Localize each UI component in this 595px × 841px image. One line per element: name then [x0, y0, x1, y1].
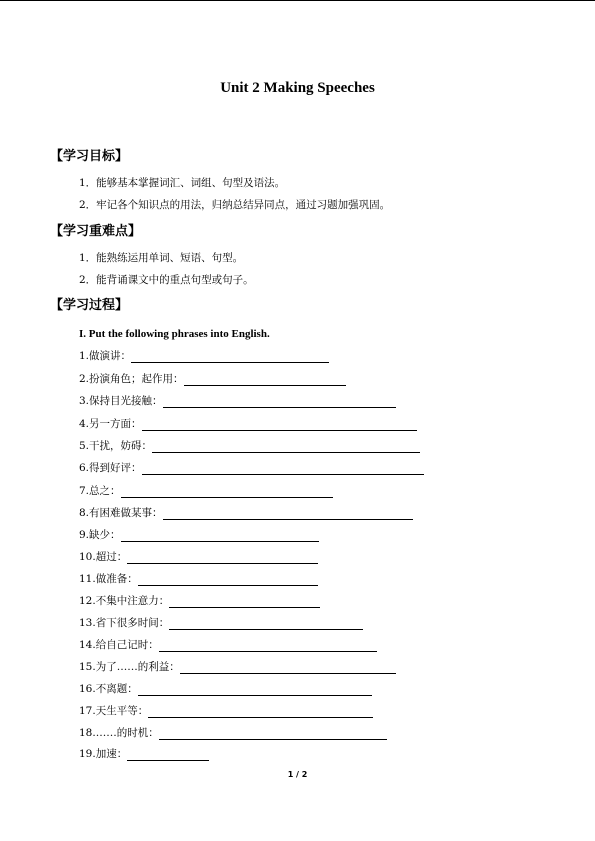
exercise-label: 6.得到好评：	[79, 462, 142, 474]
exercise-label: 18.……的时机：	[79, 727, 159, 739]
answer-blank[interactable]	[138, 574, 318, 586]
goal-item-2: 2．牢记各个知识点的用法，归纳总结异同点，通过习题加强巩固。	[79, 199, 391, 211]
answer-blank[interactable]	[148, 706, 373, 718]
section-heading-key-points: 【学习重难点】	[50, 224, 142, 239]
exercise-row-17	[79, 703, 373, 717]
exercise-label: 10.超过：	[79, 551, 128, 563]
exercise-label: 11.做准备：	[79, 573, 138, 585]
exercise-row-6	[79, 460, 424, 474]
answer-blank[interactable]	[138, 684, 372, 696]
exercise-row-9	[79, 527, 319, 541]
answer-blank[interactable]	[163, 396, 396, 408]
answer-blank[interactable]	[127, 749, 209, 761]
exercise-label: 19.加速：	[79, 748, 128, 760]
exercise-row-3	[79, 393, 396, 407]
section-heading-process: 【学习过程】	[50, 298, 129, 313]
exercise-row-12	[79, 593, 320, 607]
exercise-row-2	[79, 371, 346, 385]
exercise-label: 7.总之：	[79, 485, 121, 497]
exercise-label: 14.给自己记时：	[79, 639, 159, 651]
answer-blank[interactable]	[152, 441, 420, 453]
exercise-row-4	[79, 416, 417, 430]
exercise-row-18	[79, 725, 387, 739]
exercise-row-5	[79, 438, 420, 452]
answer-blank[interactable]	[142, 419, 417, 431]
exercise-row-19	[79, 746, 209, 760]
exercise-label: 8.有困难做某事：	[79, 507, 163, 519]
exercise-row-7	[79, 483, 333, 497]
exercise-row-16	[79, 681, 372, 695]
exercise-label: 17.天生平等：	[79, 705, 149, 717]
exercise-label: 4.另一方面：	[79, 418, 142, 430]
exercise-label: 9.缺少：	[79, 529, 121, 541]
answer-blank[interactable]	[142, 463, 424, 475]
exercise-label: 3.保持目光接触：	[79, 395, 163, 407]
answer-blank[interactable]	[169, 618, 363, 630]
answer-blank[interactable]	[169, 596, 320, 608]
exercise-label: 16.不离题：	[79, 683, 138, 695]
exercise-label: 13.省下很多时间：	[79, 617, 170, 629]
exercise-label: 12.不集中注意力：	[79, 595, 170, 607]
exercise-row-10	[79, 549, 318, 563]
answer-blank[interactable]	[184, 374, 346, 386]
key-point-item-2: 2．能背诵课文中的重点句型或句子。	[79, 274, 254, 286]
exercise-label: 5.干扰，妨碍：	[79, 440, 153, 452]
exercise-row-13	[79, 615, 363, 629]
exercise-part-title: I. Put the following phrases into English.	[79, 328, 270, 340]
exercise-row-8	[79, 505, 413, 519]
answer-blank[interactable]	[159, 728, 387, 740]
exercise-row-1	[79, 348, 329, 362]
page-number: 1 / 2	[287, 770, 308, 779]
exercise-label: 1.做演讲：	[79, 350, 132, 362]
answer-blank[interactable]	[127, 552, 318, 564]
exercise-label: 15.为了……的利益：	[79, 661, 180, 673]
section-heading-goals: 【学习目标】	[50, 149, 129, 164]
document-title: Unit 2 Making Speeches	[220, 80, 375, 96]
exercise-row-11	[79, 571, 318, 585]
goal-item-1: 1．能够基本掌握词汇、词组、句型及语法。	[79, 177, 286, 189]
answer-blank[interactable]	[121, 530, 319, 542]
exercise-label: 2.扮演角色；起作用：	[79, 373, 184, 385]
answer-blank[interactable]	[159, 640, 377, 652]
exercise-row-14	[79, 637, 377, 651]
answer-blank[interactable]	[131, 351, 329, 363]
key-point-item-1: 1．能熟练运用单词、短语、句型。	[79, 252, 244, 264]
answer-blank[interactable]	[180, 662, 396, 674]
page-top-border	[0, 0, 595, 1]
exercise-row-15	[79, 659, 396, 673]
answer-blank[interactable]	[121, 486, 333, 498]
answer-blank[interactable]	[163, 508, 413, 520]
